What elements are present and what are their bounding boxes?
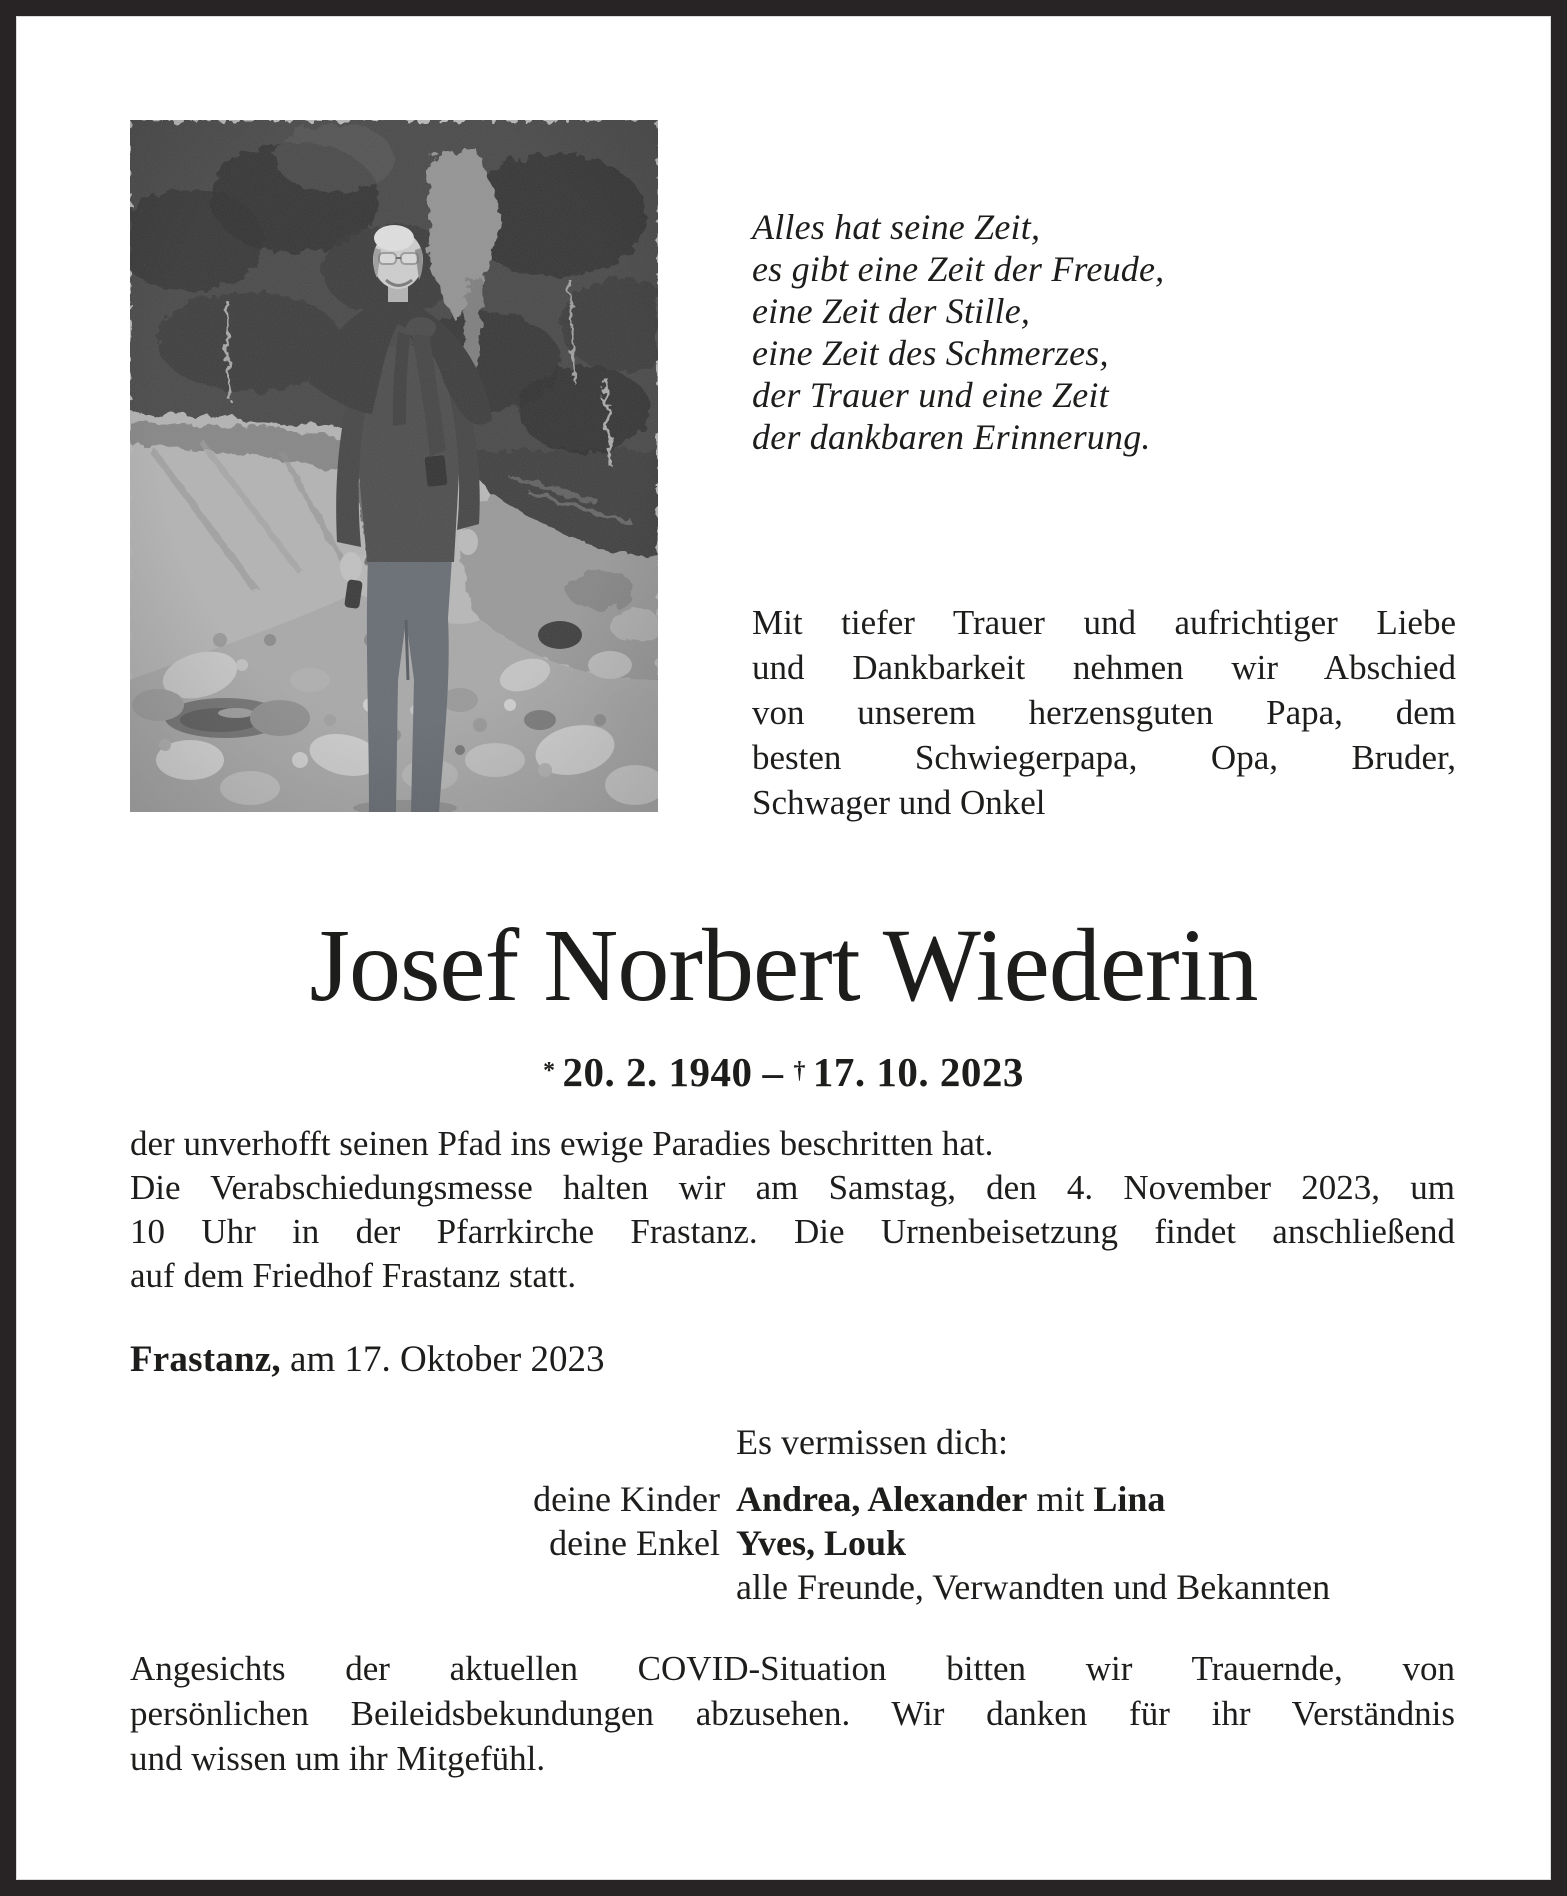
intro-line: von unserem herzensguten Papa, dem xyxy=(752,693,1456,732)
dateline-date: am 17. Oktober 2023 xyxy=(280,1339,605,1380)
poem-line: der dankbaren Erinnerung. xyxy=(752,417,1151,457)
life-dates xyxy=(0,1048,1567,1096)
deceased-name: Josef Norbert Wiederin xyxy=(309,908,1258,1023)
children-names xyxy=(736,1477,1455,1521)
birth-symbol: * xyxy=(543,1058,556,1085)
covid-line: persönlichen Beileidsbekundungen abzusehen. Wir danken für ihr Verständnis xyxy=(130,1694,1455,1733)
poem-line: es gibt eine Zeit der Freude, xyxy=(752,249,1165,289)
memorial-photo xyxy=(130,120,658,812)
poem-line: eine Zeit des Schmerzes, xyxy=(752,333,1109,373)
birth-date: 20. 2. 1940 xyxy=(562,1049,753,1095)
dates-separator: – xyxy=(762,1049,784,1095)
dateline-place: Frastanz, xyxy=(130,1339,281,1380)
children-names-bold: Andrea, Alexander xyxy=(736,1479,1028,1519)
intro-line: Mit tiefer Trauer und aufrichtiger Liebe xyxy=(752,603,1456,642)
dateline xyxy=(130,1338,605,1381)
grandchildren-names xyxy=(736,1521,1455,1565)
poem-line: der Trauer und eine Zeit xyxy=(752,375,1109,415)
mourners-row-grandchildren xyxy=(130,1521,1455,1565)
poem xyxy=(752,206,1164,458)
death-date: 17. 10. 2023 xyxy=(812,1049,1024,1095)
funeral-announcement xyxy=(130,1122,1455,1298)
intro-line: und Dankbarkeit nehmen wir Abschied xyxy=(752,648,1456,687)
death-symbol: † xyxy=(793,1058,806,1085)
grandchildren-label: deine Enkel xyxy=(549,1523,720,1563)
covid-note xyxy=(130,1646,1455,1781)
photo-vignette xyxy=(130,120,658,812)
announcement-line: Die Verabschiedungsmesse halten wir am Samstag, den 4. November 2023, um xyxy=(130,1168,1455,1207)
announcement-line: auf dem Friedhof Frastanz statt. xyxy=(130,1256,577,1295)
children-label: deine Kinder xyxy=(533,1479,720,1519)
covid-line: Angesichts der aktuellen COVID-Situation bitten wir Trauernde, von xyxy=(130,1649,1455,1688)
grandchildren-names-bold: Yves, Louk xyxy=(736,1523,907,1563)
poem-line: Alles hat seine Zeit, xyxy=(752,207,1041,247)
children-name-bold2: Lina xyxy=(1093,1479,1166,1519)
announcement-line: der unverhofft seinen Pfad ins ewige Paradies beschritten hat. xyxy=(130,1124,994,1163)
covid-line: und wissen um ihr Mitgefühl. xyxy=(130,1739,546,1778)
mourners-footer: alle Freunde, Verwandten und Bekannten xyxy=(736,1567,1331,1607)
mourners-section xyxy=(130,1420,1455,1609)
intro-line: Schwager und Onkel xyxy=(752,783,1046,822)
poem-line: eine Zeit der Stille, xyxy=(752,291,1031,331)
mourners-heading: Es vermissen dich: xyxy=(736,1422,1008,1462)
intro-line: besten Schwiegerpapa, Opa, Bruder, xyxy=(752,738,1456,777)
memorial-photo-graphic xyxy=(130,120,658,812)
children-connector: mit xyxy=(1027,1479,1094,1519)
mourners-row-children xyxy=(130,1477,1455,1521)
announcement-line: 10 Uhr in der Pfarrkirche Frastanz. Die Urnenbeisetzung findet anschließend xyxy=(130,1212,1455,1251)
intro-paragraph xyxy=(752,600,1456,825)
